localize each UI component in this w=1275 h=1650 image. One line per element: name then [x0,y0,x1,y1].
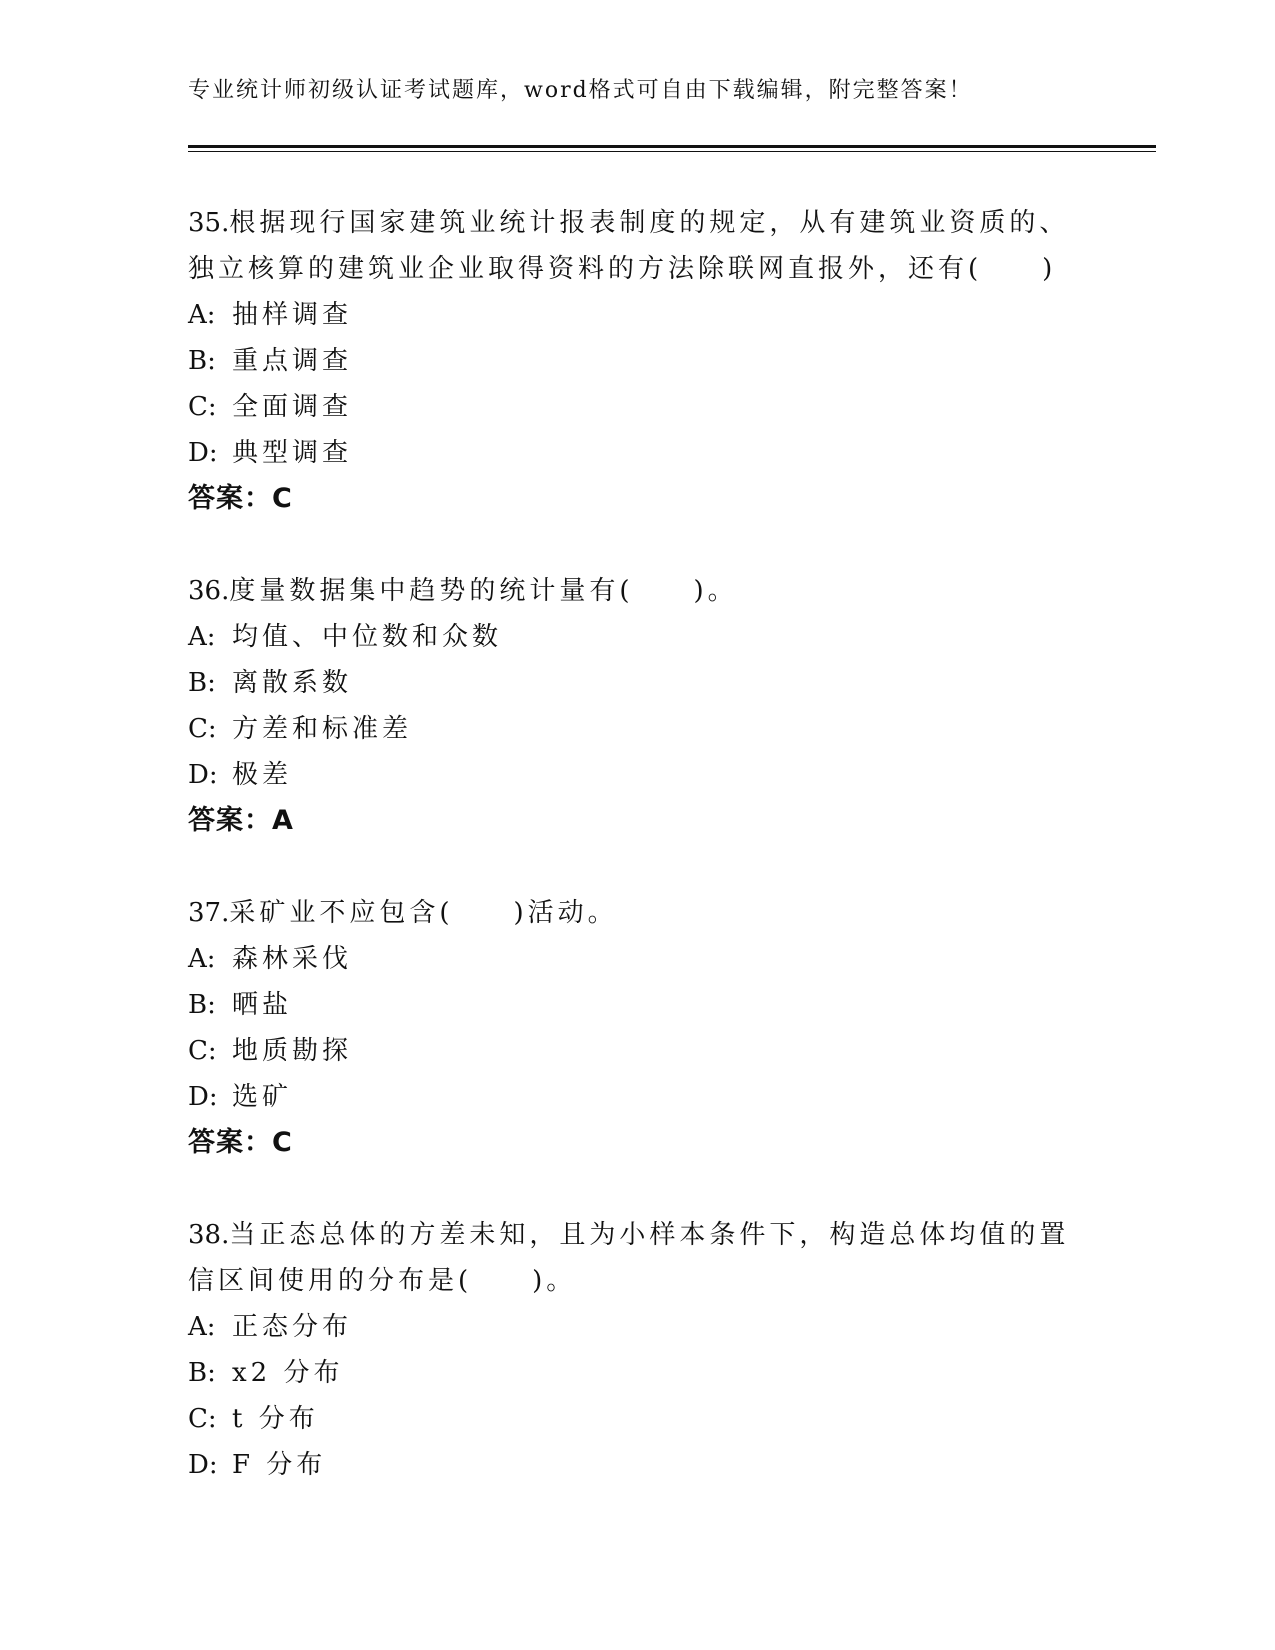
option-b [188,338,1088,384]
option-text: t 分布 [232,1404,319,1434]
option-letter: B: [188,668,216,698]
header-rule-thin [188,151,1156,152]
option-a [188,614,1088,660]
question-35 [188,200,1088,522]
option-text: 抽样调查 [232,300,353,330]
question-stem [188,200,1088,292]
option-letter: D: [188,760,218,790]
option-letter: C: [188,392,217,422]
option-text: 地质勘探 [232,1036,353,1066]
option-letter: B: [188,346,216,376]
question-stem [188,568,1088,614]
option-letter: C: [188,1036,217,1066]
option-text: 晒盐 [232,990,293,1020]
option-letter: B: [188,1358,216,1388]
option-b [188,1350,1088,1396]
option-b [188,660,1088,706]
answer-line: 答案：C [188,1127,293,1158]
option-letter: A: [188,944,216,974]
option-text: 离散系数 [232,668,353,698]
option-text: 极差 [232,760,293,790]
question-number: 35. [188,208,230,238]
option-d [188,1442,1088,1488]
option-text: 正态分布 [232,1312,353,1342]
question-number: 37. [188,898,230,928]
option-d [188,1074,1088,1120]
question-stem [188,1212,1088,1304]
option-c [188,384,1088,430]
option-letter: D: [188,438,218,468]
header-rule-thick [188,145,1156,148]
option-c [188,706,1088,752]
option-text: 重点调查 [232,346,353,376]
option-text: 方差和标准差 [232,714,413,744]
option-d [188,430,1088,476]
option-text: x2 分布 [232,1358,344,1388]
option-letter: C: [188,714,217,744]
option-text: 选矿 [232,1082,293,1112]
question-text: 度量数据集中趋势的统计量有( )。 [229,576,738,606]
option-c [188,1028,1088,1074]
question-list [188,200,1088,1534]
question-text: 采矿业不应包含( )活动。 [229,898,618,928]
question-number: 38. [188,1220,230,1250]
option-letter: D: [188,1450,218,1480]
question-38 [188,1212,1088,1488]
option-text: 典型调查 [232,438,353,468]
option-a [188,292,1088,338]
question-text: 当正态总体的方差未知，且为小样本条件下，构造总体均值的置信区间使用的分布是( )。 [188,1220,1070,1296]
option-text: 全面调查 [232,392,353,422]
option-letter: A: [188,622,216,652]
question-text: 根据现行国家建筑业统计报表制度的规定，从有建筑业资质的、独立核算的建筑业企业取得资料的方法除联网直报外，还有( ) [188,208,1070,284]
option-letter: B: [188,990,216,1020]
question-37 [188,890,1088,1166]
option-a [188,1304,1088,1350]
question-number: 36. [188,576,230,606]
question-stem [188,890,1088,936]
option-c [188,1396,1088,1442]
option-letter: A: [188,300,216,330]
option-b [188,982,1088,1028]
option-d [188,752,1088,798]
answer-line: 答案：A [188,805,294,836]
option-text: F 分布 [232,1450,327,1480]
option-a [188,936,1088,982]
page-header-text: 专业统计师初级认证考试题库，word格式可自由下载编辑，附完整答案！ [188,78,973,103]
question-36 [188,568,1088,844]
option-letter: C: [188,1404,217,1434]
option-letter: D: [188,1082,218,1112]
answer-line: 答案：C [188,483,293,514]
option-letter: A: [188,1312,216,1342]
option-text: 森林采伐 [232,944,353,974]
option-text: 均值、中位数和众数 [232,622,503,652]
